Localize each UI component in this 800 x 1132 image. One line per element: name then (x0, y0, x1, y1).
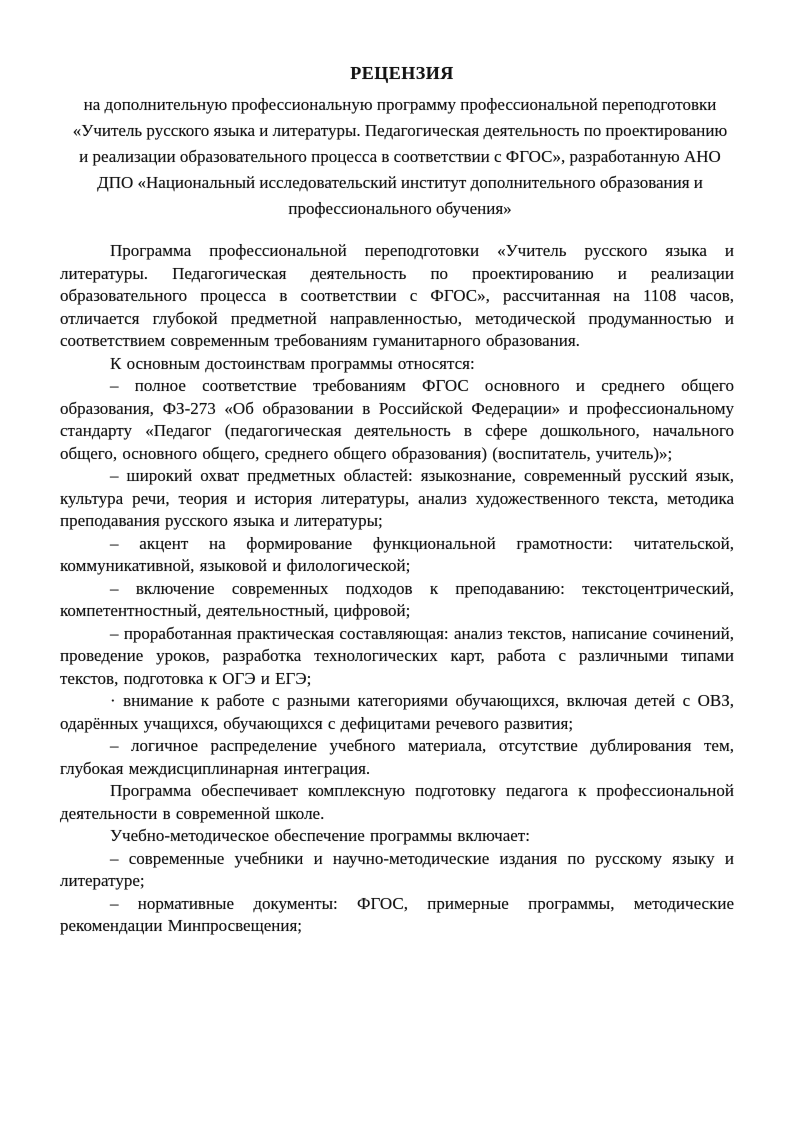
paragraph-comprehensive-training: Программа обеспечивает комплексную подготовку педагога к профессиональной деятельности в современной школе. (60, 781, 734, 823)
bullet-item-textbooks: – современные учебники и научно-методические издания по русскому языку и литературе; (60, 848, 734, 890)
bullet-item-subject-coverage: – широкий охват предметных областей: языкознание, современный русский язык, культура речи, теория и история литературы, анализ художественного текста, методика преподавания русского языка и литературы; (60, 466, 734, 530)
document-subtitle: на дополнительную профессиональную программу профессиональной переподготовки «Учитель русского языка и литературы. Педагогическая деятельность по проектированию и реализации образовательного процесса в соответствии с ФГОС», разработанную АНО ДПО «Национальный исследовательский институт дополнительного образования и профессионального обучения» (72, 95, 728, 218)
document-title: РЕЦЕНЗИЯ (350, 63, 454, 83)
bullet-item-normative-documents: – нормативные документы: ФГОС, примерные программы, методические рекомендации Минпросвещения; (60, 893, 734, 935)
document-body (60, 240, 734, 938)
paragraph-methodical-support-lead: Учебно-методическое обеспечение программы включает: (110, 826, 530, 845)
bullet-item-student-categories: · внимание к работе с разными категориями обучающихся, включая детей с ОВЗ, одарённых учащихся, обучающихся с дефицитами речевого развития; (60, 691, 734, 733)
bullet-item-functional-literacy: – акцент на формирование функциональной грамотности: читательской, коммуникативной, языковой и филологической; (60, 533, 734, 575)
bullet-item-material-distribution: – логичное распределение учебного материала, отсутствие дублирования тем, глубокая междисциплинарная интеграция. (60, 736, 734, 778)
paragraph-advantages-lead: К основным достоинствам программы относятся: (110, 353, 475, 373)
bullet-item-fgos-compliance: – полное соответствие требованиям ФГОС основного и среднего общего образования, ФЗ-273 «Об образовании в Российской Федерации» и профессиональному стандарту «Педагог (педагогическая деятельность в сфере дошкольного, начального общего, основного общего, среднего общего образования) (воспитатель, учитель)»; (60, 376, 734, 463)
bullet-item-modern-approaches: – включение современных подходов к преподаванию: текстоцентрический, компетентностный, деятельностный, цифровой; (60, 578, 734, 620)
bullet-item-practical-component: – проработанная практическая составляющая: анализ текстов, написание сочинений, проведение уроков, разработка технологических карт, работа с различными типами текстов, подготовка к ОГЭ и ЕГЭ; (60, 623, 734, 688)
paragraph-intro: Программа профессиональной переподготовки «Учитель русского языка и литературы. Педагогическая деятельность по проектированию и реализации образовательного процесса в соответствии с ФГОС», рассчитанная на 1108 часов, отличается глубокой предметной направленностью, методической продуманностью и соответствием современным требованиям гуманитарного образования. (60, 241, 734, 350)
